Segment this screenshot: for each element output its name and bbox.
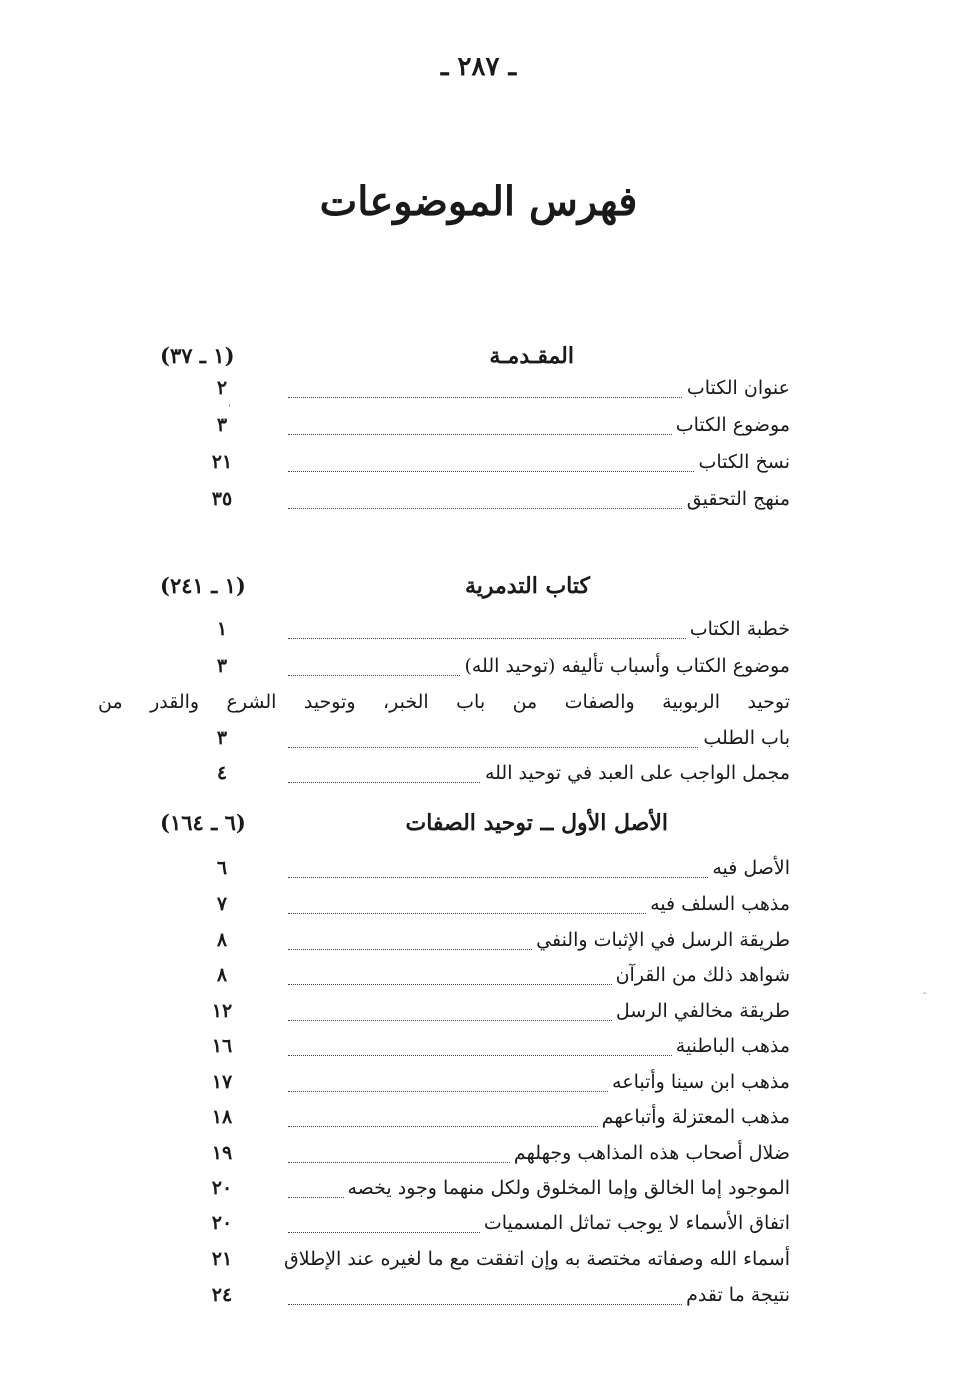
toc-entry[interactable]	[190, 893, 790, 925]
toc-entry-page: ٨	[216, 964, 228, 986]
toc-entry[interactable]	[190, 1248, 790, 1280]
toc-entry-page: ١٧	[211, 1071, 233, 1093]
toc-entry[interactable]	[190, 618, 790, 650]
toc-entry-label: مذهب السلف فيه	[646, 893, 790, 915]
section-heading-first-principle	[160, 810, 790, 844]
toc-entry-label: طريقة الرسل في الإثبات والنفي	[532, 929, 790, 951]
toc-entry-label: اتفاق الأسماء لا يوجب تماثل المسميات	[480, 1212, 790, 1234]
toc-entry-label: نسخ الكتاب	[694, 451, 790, 473]
toc-entry[interactable]	[190, 488, 790, 520]
toc-entry-page: ٦	[216, 857, 228, 879]
toc-entry-label: مذهب ابن سينا وأتباعه	[608, 1071, 790, 1093]
toc-entry[interactable]	[190, 414, 790, 446]
toc-entry-page: ٧	[216, 893, 228, 915]
toc-entry-page: ٣٥	[211, 488, 233, 510]
toc-entry-page: ١٦	[211, 1035, 233, 1057]
toc-entry-label: الأصل فيه	[708, 857, 790, 879]
section-heading-introduction	[160, 343, 790, 377]
page-title: فهرس الموضوعات	[319, 178, 638, 225]
toc-entry-label: طريقة مخالفي الرسل	[612, 1000, 790, 1022]
toc-entry-label: موضوع الكتاب وأسباب تأليفه (توحيد الله)	[460, 655, 790, 677]
toc-entry-label: ضلال أصحاب هذه المذاهب وجهلهم	[510, 1142, 790, 1164]
toc-entry-page: ٢٠	[211, 1177, 233, 1199]
toc-entry-page: ١٨	[211, 1106, 233, 1128]
toc-entry[interactable]	[190, 1212, 790, 1244]
toc-entry-page: ٣	[216, 727, 228, 749]
toc-entry-page: ٢١	[211, 451, 233, 473]
toc-entry[interactable]	[190, 1071, 790, 1103]
toc-entry[interactable]	[190, 1000, 790, 1032]
section-title: الأصل الأول ــ توحيد الصفات	[405, 810, 668, 836]
toc-entry-label: أسماء الله وصفاته مختصة به وإن اتفقت مع ما لغيره عند الإطلاق	[280, 1248, 790, 1270]
toc-entry[interactable]	[190, 1142, 790, 1174]
page-number: ـ ٢٨٧ ـ	[440, 52, 517, 82]
toc-entry-page: ١٩	[211, 1142, 233, 1164]
toc-entry[interactable]	[190, 762, 790, 794]
toc-entry-page: ٨	[216, 929, 228, 951]
scan-speck: ˌ	[228, 397, 231, 408]
toc-entry-page: ٢	[216, 377, 228, 399]
scan-speck: -	[923, 988, 927, 999]
section-page-range: (١ ـ ٢٤١)	[160, 573, 246, 598]
toc-entry-label: خطبة الكتاب	[686, 618, 790, 640]
toc-entry[interactable]	[190, 1284, 790, 1316]
toc-entry[interactable]	[190, 727, 790, 759]
section-page-range: (٦ ـ ١٦٤)	[160, 810, 246, 835]
toc-entry[interactable]	[190, 857, 790, 889]
toc-entry[interactable]	[190, 1035, 790, 1067]
toc-entry-first-line: توحيد الربوبية والصفات من باب الخبر، وتوحيد الشرع والقدر من	[98, 691, 790, 713]
toc-entry[interactable]	[190, 655, 790, 687]
toc-entry-page: ٢١	[211, 1248, 233, 1270]
toc-entry-page: ٢٤	[211, 1284, 233, 1306]
toc-entry-label: نتيجة ما تقدم	[682, 1284, 790, 1306]
toc-entry-page: ١	[216, 618, 228, 640]
toc-entry[interactable]	[190, 377, 790, 409]
toc-entry[interactable]	[190, 964, 790, 996]
toc-entry-label: عنوان الكتاب	[683, 377, 790, 399]
toc-entry-page: ٤	[216, 762, 228, 784]
toc-entry-label: مذهب الباطنية	[672, 1035, 790, 1057]
toc-entry[interactable]	[190, 1177, 790, 1209]
toc-entry-label: الموجود إما الخالق وإما المخلوق ولكل منهما وجود يخصه	[344, 1177, 791, 1199]
toc-entry[interactable]	[190, 451, 790, 483]
toc-entry[interactable]	[190, 1106, 790, 1138]
toc-entry-page: ٣	[216, 655, 228, 677]
toc-entry-page: ٢٠	[211, 1212, 233, 1234]
toc-entry-label: باب الطلب	[699, 727, 790, 749]
toc-entry-page: ١٢	[211, 1000, 233, 1022]
toc-entry-page: ٣	[216, 414, 228, 436]
toc-entry-label: موضوع الكتاب	[672, 414, 790, 436]
section-heading-tadmuriyya	[160, 573, 790, 607]
section-page-range: (١ ـ ٣٧)	[160, 343, 235, 368]
toc-entry-label: مذهب المعتزلة وأتباعهم	[598, 1106, 790, 1128]
toc-entry-label: منهج التحقيق	[683, 488, 790, 510]
toc-entry[interactable]	[190, 929, 790, 961]
section-title: المقـدمـة	[489, 343, 574, 369]
toc-entry-label: مجمل الواجب على العبد في توحيد الله	[481, 762, 790, 784]
section-title: كتاب التدمرية	[464, 573, 590, 599]
toc-entry-label: شواهد ذلك من القرآن	[612, 964, 790, 986]
